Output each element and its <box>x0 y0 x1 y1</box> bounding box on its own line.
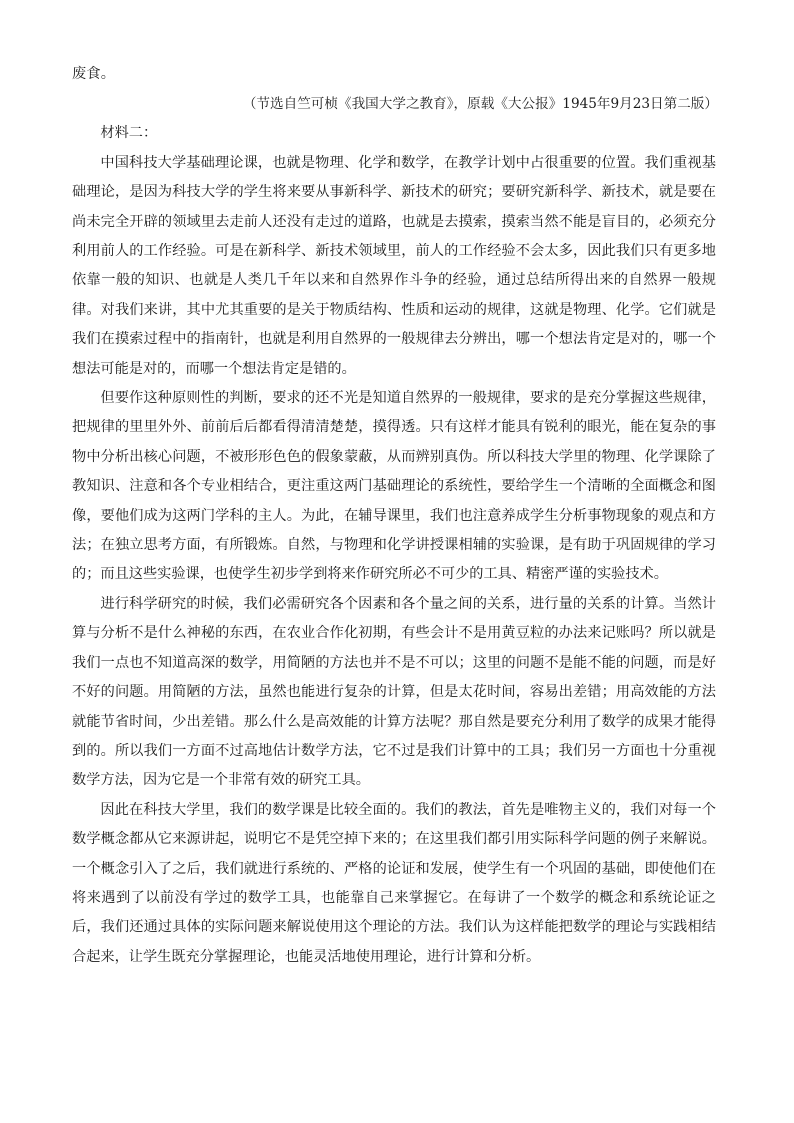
material-heading: 材料二： <box>100 125 158 142</box>
body-paragraph-3: 进行科学研究的时候，我们必需研究各个因素和各个量之间的关系，进行量的关系的计算。当然计算与分析不是什么神秘的东西，在农业合作化初期，有些会计不是用黄豆粒的办法来记账吗？所以就是我们一点也不知道高深的数学，用简陋的方法也并不是不可以；这里的问题不是能不能的问题，而是好不好的问题。用简陋的方法，虽然也能进行复杂的计算，但是太花时间，容易出差错；用高效能的方法就能节省时间，少出差错。那么什么是高效能的计算方法呢？那自然是要充分利用了数学的成果才能得到的。所以我们一方面不过高地估计数学方法，它不过是我们计算中的工具；我们另一方面也十分重视数学方法，因为它是一个非常有效的研究工具。 <box>72 595 716 789</box>
previous-text-fragment: 废食。 <box>72 66 116 82</box>
body-paragraph-1: 中国科技大学基础理论课，也就是物理、化学和数学，在教学计划中占很重要的位置。我们重视基础理论，是因为科技大学的学生将来要从事新科学、新技术的研究；要研究新科学、新技术，就是要在尚未完全开辟的领域里去走前人还没有走过的道路，也就是去摸索，摸索当然不能是盲目的，必须充分利用前人的工作经验。可是在新科学、新技术领域里，前人的工作经验不会太多，因此我们只有更多地依靠一般的知识、也就是人类几千年以来和自然界作斗争的经验，通过总结所得出来的自然界一般规律。对我们来讲，其中尤其重要的是关于物质结构、性质和运动的规律，这就是物理、化学。它们就是我们在摸索过程中的指南针，也就是利用自然界的一般规律去分辨出，哪一个想法肯定是对的，哪一个想法可能是对的，而哪一个想法肯定是错的。 <box>72 154 716 377</box>
body-paragraph-4: 因此在科技大学里，我们的数学课是比较全面的。我们的教法，首先是唯物主义的，我们对每一个数学概念都从它来源讲起，说明它不是凭空掉下来的；在这里我们都引用实际科学问题的例子来解说。一个概念引入了之后，我们就进行系统的、严格的论证和发展，使学生有一个巩固的基础，即使他们在将来遇到了以前没有学过的数学工具，也能靠自己来掌握它。在每讲了一个数学的概念和系统论证之后，我们还通过具体的实际问题来解说使用这个理论的方法。我们认为这样能把数学的理论与实践相结合起来，让学生既充分掌握理论，也能灵活地使用理论，进行计算和分析。 <box>72 801 716 965</box>
document-page <box>72 60 716 972</box>
source-citation: （节选自竺可桢《我国大学之教育》，原载《大公报》1945年9月23日第二版） <box>242 95 718 112</box>
body-paragraph-2: 但要作这种原则性的判断，要求的还不光是知道自然界的一般规律，要求的是充分掌握这些规律，把规律的里里外外、前前后后都看得清清楚楚，摸得透。只有这样才能具有锐利的眼光，能在复杂的事物中分析出核心问题，不被形形色色的假象蒙蔽，从而辨别真伪。所以科技大学里的物理、化学课除了教知识、注意和各个专业相结合，更注重这两门基础理论的系统性，要给学生一个清晰的全面概念和图像，要他们成为这两门学科的主人。为此，在辅导课里，我们也注意养成学生分析事物现象的观点和方法；在独立思考方面，有所锻炼。自然，与物理和化学讲授课相辅的实验课，是有助于巩固规律的学习的；而且这些实验课，也使学生初步学到将来作研究所必不可少的工具、精密严谨的实验技术。 <box>72 390 716 583</box>
